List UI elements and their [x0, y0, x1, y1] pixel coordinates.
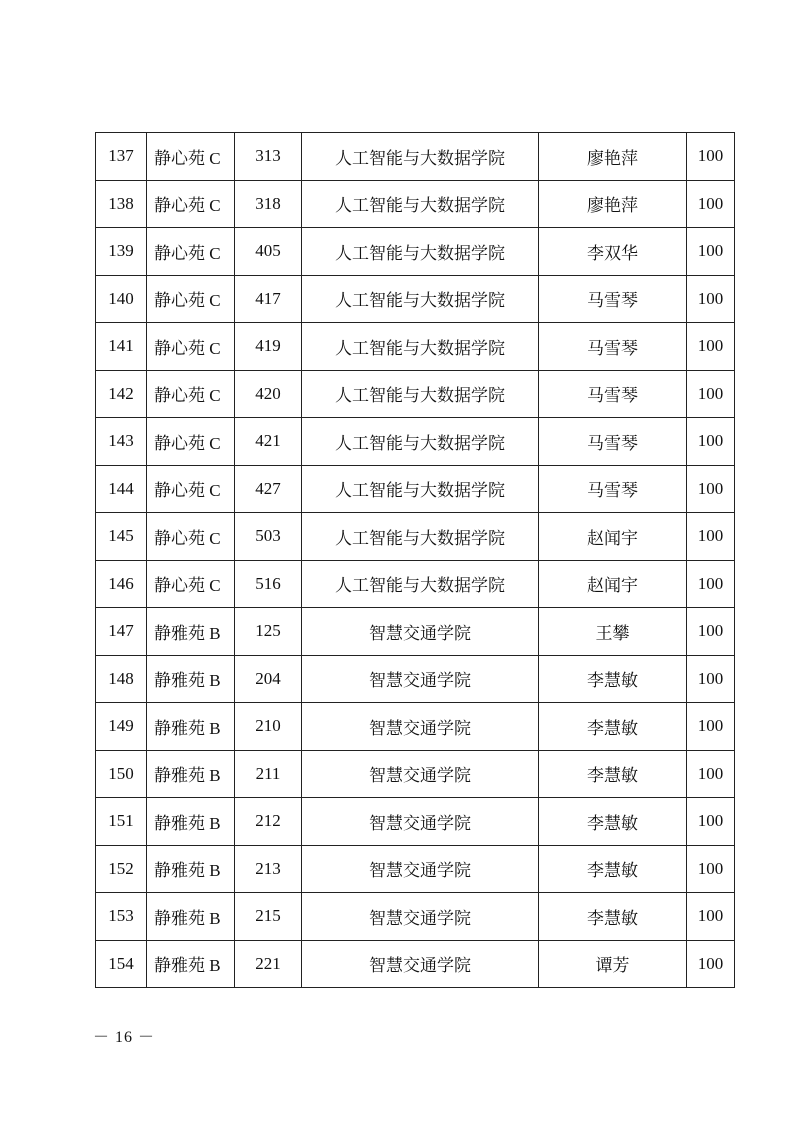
building-cell: 静心苑 C [147, 323, 235, 371]
table-row [96, 465, 735, 513]
building-cell: 静雅苑 B [147, 940, 235, 988]
score-cell: 100 [687, 750, 735, 798]
room-cell: 427 [235, 465, 302, 513]
row-number-cell: 139 [96, 228, 147, 276]
row-number-cell: 145 [96, 513, 147, 561]
room-cell: 215 [235, 893, 302, 941]
room-cell: 318 [235, 180, 302, 228]
counselor-cell: 李慧敏 [539, 798, 687, 846]
building-cell: 静心苑 C [147, 133, 235, 181]
counselor-cell: 马雪琴 [539, 370, 687, 418]
college-cell: 人工智能与大数据学院 [302, 418, 539, 466]
room-cell: 417 [235, 275, 302, 323]
room-cell: 212 [235, 798, 302, 846]
college-cell: 人工智能与大数据学院 [302, 228, 539, 276]
building-cell: 静雅苑 B [147, 703, 235, 751]
score-cell: 100 [687, 940, 735, 988]
score-cell: 100 [687, 608, 735, 656]
building-cell: 静雅苑 B [147, 655, 235, 703]
counselor-cell: 李慧敏 [539, 703, 687, 751]
row-number-cell: 152 [96, 845, 147, 893]
score-cell: 100 [687, 703, 735, 751]
college-cell: 人工智能与大数据学院 [302, 465, 539, 513]
score-cell: 100 [687, 655, 735, 703]
building-cell: 静心苑 C [147, 275, 235, 323]
building-cell: 静心苑 C [147, 418, 235, 466]
table-row [96, 418, 735, 466]
score-cell: 100 [687, 560, 735, 608]
row-number-cell: 143 [96, 418, 147, 466]
building-cell: 静雅苑 B [147, 845, 235, 893]
score-cell: 100 [687, 180, 735, 228]
counselor-cell: 李慧敏 [539, 655, 687, 703]
building-cell: 静雅苑 B [147, 893, 235, 941]
college-cell: 人工智能与大数据学院 [302, 275, 539, 323]
college-cell: 智慧交通学院 [302, 893, 539, 941]
score-cell: 100 [687, 845, 735, 893]
table-row [96, 940, 735, 988]
row-number-cell: 149 [96, 703, 147, 751]
counselor-cell: 王攀 [539, 608, 687, 656]
table-row [96, 560, 735, 608]
building-cell: 静雅苑 B [147, 798, 235, 846]
score-cell: 100 [687, 133, 735, 181]
building-cell: 静心苑 C [147, 513, 235, 561]
college-cell: 智慧交通学院 [302, 845, 539, 893]
counselor-cell: 赵闻宇 [539, 513, 687, 561]
row-number-cell: 141 [96, 323, 147, 371]
row-number-cell: 153 [96, 893, 147, 941]
score-cell: 100 [687, 323, 735, 371]
building-cell: 静心苑 C [147, 560, 235, 608]
table-row [96, 608, 735, 656]
college-cell: 人工智能与大数据学院 [302, 323, 539, 371]
score-cell: 100 [687, 418, 735, 466]
room-cell: 211 [235, 750, 302, 798]
college-cell: 人工智能与大数据学院 [302, 513, 539, 561]
college-cell: 人工智能与大数据学院 [302, 133, 539, 181]
counselor-cell: 李慧敏 [539, 750, 687, 798]
building-cell: 静雅苑 B [147, 750, 235, 798]
score-cell: 100 [687, 893, 735, 941]
row-number-cell: 154 [96, 940, 147, 988]
row-number-cell: 150 [96, 750, 147, 798]
score-cell: 100 [687, 513, 735, 561]
row-number-cell: 138 [96, 180, 147, 228]
room-cell: 420 [235, 370, 302, 418]
room-cell: 313 [235, 133, 302, 181]
room-cell: 204 [235, 655, 302, 703]
college-cell: 人工智能与大数据学院 [302, 560, 539, 608]
building-cell: 静心苑 C [147, 228, 235, 276]
table-row [96, 275, 735, 323]
table-row [96, 323, 735, 371]
table-row [96, 655, 735, 703]
room-cell: 405 [235, 228, 302, 276]
dormitory-score-table [95, 132, 735, 988]
score-cell: 100 [687, 798, 735, 846]
row-number-cell: 140 [96, 275, 147, 323]
building-cell: 静心苑 C [147, 180, 235, 228]
table-row [96, 133, 735, 181]
row-number-cell: 144 [96, 465, 147, 513]
college-cell: 智慧交通学院 [302, 750, 539, 798]
row-number-cell: 147 [96, 608, 147, 656]
table-row [96, 750, 735, 798]
room-cell: 221 [235, 940, 302, 988]
score-cell: 100 [687, 465, 735, 513]
college-cell: 人工智能与大数据学院 [302, 180, 539, 228]
counselor-cell: 谭芳 [539, 940, 687, 988]
room-cell: 125 [235, 608, 302, 656]
college-cell: 智慧交通学院 [302, 655, 539, 703]
table-row [96, 370, 735, 418]
counselor-cell: 李慧敏 [539, 893, 687, 941]
college-cell: 智慧交通学院 [302, 940, 539, 988]
counselor-cell: 李双华 [539, 228, 687, 276]
counselor-cell: 马雪琴 [539, 323, 687, 371]
counselor-cell: 廖艳萍 [539, 180, 687, 228]
table-row [96, 798, 735, 846]
college-cell: 智慧交通学院 [302, 798, 539, 846]
table-row [96, 893, 735, 941]
score-cell: 100 [687, 275, 735, 323]
table-body [96, 133, 735, 988]
table-row [96, 228, 735, 276]
counselor-cell: 赵闻宇 [539, 560, 687, 608]
counselor-cell: 马雪琴 [539, 465, 687, 513]
score-cell: 100 [687, 370, 735, 418]
row-number-cell: 137 [96, 133, 147, 181]
college-cell: 智慧交通学院 [302, 703, 539, 751]
table-row [96, 703, 735, 751]
room-cell: 421 [235, 418, 302, 466]
building-cell: 静心苑 C [147, 370, 235, 418]
building-cell: 静雅苑 B [147, 608, 235, 656]
room-cell: 419 [235, 323, 302, 371]
college-cell: 智慧交通学院 [302, 608, 539, 656]
score-cell: 100 [687, 228, 735, 276]
college-cell: 人工智能与大数据学院 [302, 370, 539, 418]
counselor-cell: 李慧敏 [539, 845, 687, 893]
room-cell: 213 [235, 845, 302, 893]
row-number-cell: 151 [96, 798, 147, 846]
room-cell: 503 [235, 513, 302, 561]
counselor-cell: 廖艳萍 [539, 133, 687, 181]
page-number: － 16 － [93, 1029, 156, 1046]
room-cell: 210 [235, 703, 302, 751]
row-number-cell: 146 [96, 560, 147, 608]
row-number-cell: 148 [96, 655, 147, 703]
table-row [96, 513, 735, 561]
table-row [96, 845, 735, 893]
building-cell: 静心苑 C [147, 465, 235, 513]
counselor-cell: 马雪琴 [539, 275, 687, 323]
room-cell: 516 [235, 560, 302, 608]
row-number-cell: 142 [96, 370, 147, 418]
counselor-cell: 马雪琴 [539, 418, 687, 466]
table-row [96, 180, 735, 228]
